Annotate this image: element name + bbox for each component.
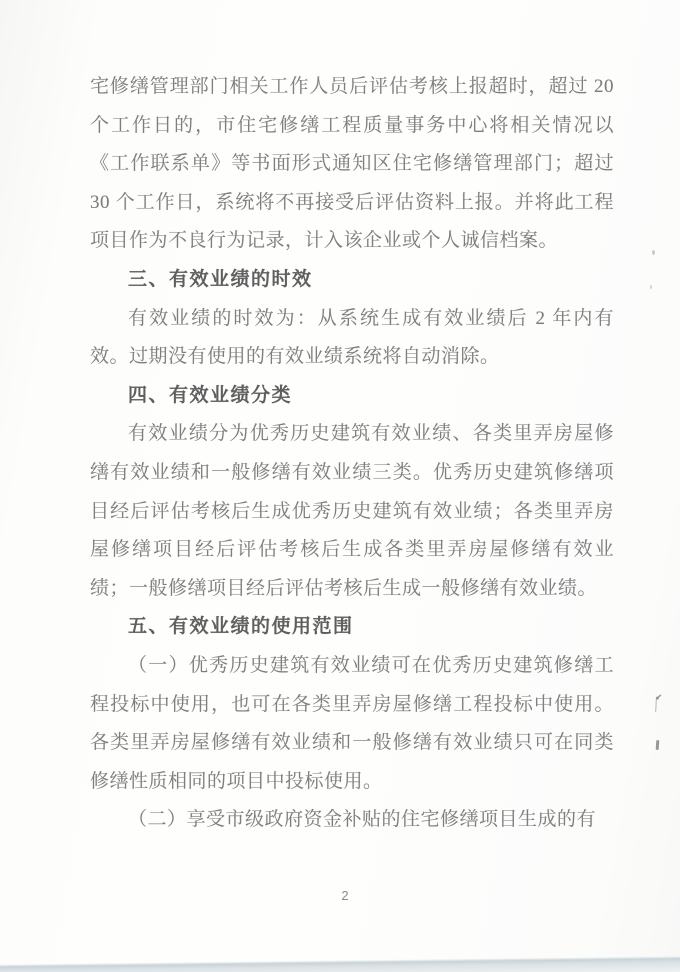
paragraph: 有效业绩的时效为：从系统生成有效业绩后 2 年内有效。过期没有使用的有效业绩系统将自动消除。 xyxy=(90,307,614,368)
section-heading: 四、有效业绩分类 xyxy=(128,384,293,406)
scan-tick-mark xyxy=(656,740,659,750)
document-body xyxy=(90,68,614,840)
scan-smudge-mark xyxy=(650,694,664,716)
paragraph: （二）享受市级政府资金补贴的住宅修缮项目生成的有 xyxy=(128,809,597,831)
scan-speck xyxy=(650,285,652,289)
page-number: 2 xyxy=(341,888,349,903)
section-heading: 五、有效业绩的使用范围 xyxy=(128,616,354,638)
paragraph: 有效业绩分为优秀历史建筑有效业绩、各类里弄房屋修缮有效业绩和一般修缮有效业绩三类。优秀历史建筑修缮项目经后评估考核后生成优秀历史建筑有效业绩；各类里弄房屋修缮项目经后评估考核后生成各类里弄房屋修缮有效业绩；一般修缮项目经后评估考核后生成一般修缮有效业绩。 xyxy=(90,423,614,599)
paragraph: （一）优秀历史建筑有效业绩可在优秀历史建筑修缮工程投标中使用，也可在各类里弄房屋修缮工程投标中使用。各类里弄房屋修缮有效业绩和一般修缮有效业绩只可在同类修缮性质相同的项目中投标使用。 xyxy=(90,654,614,792)
paragraph: 宅修缮管理部门相关工作人员后评估考核上报超时，超过 20 个工作日的，市住宅修缮工程质量事务中心将相关情况以《工作联系单》等书面形式通知区住宅修缮管理部门；超过 30 个工作日，系统将不再接受后评估资料上报。并将此工程项目作为不良行为记录，计入该企业或个人诚信档案。 xyxy=(90,76,614,252)
scan-speck xyxy=(652,250,655,255)
section-heading: 三、有效业绩的时效 xyxy=(128,268,313,290)
scan-bottom-edge-shadow xyxy=(0,950,680,972)
